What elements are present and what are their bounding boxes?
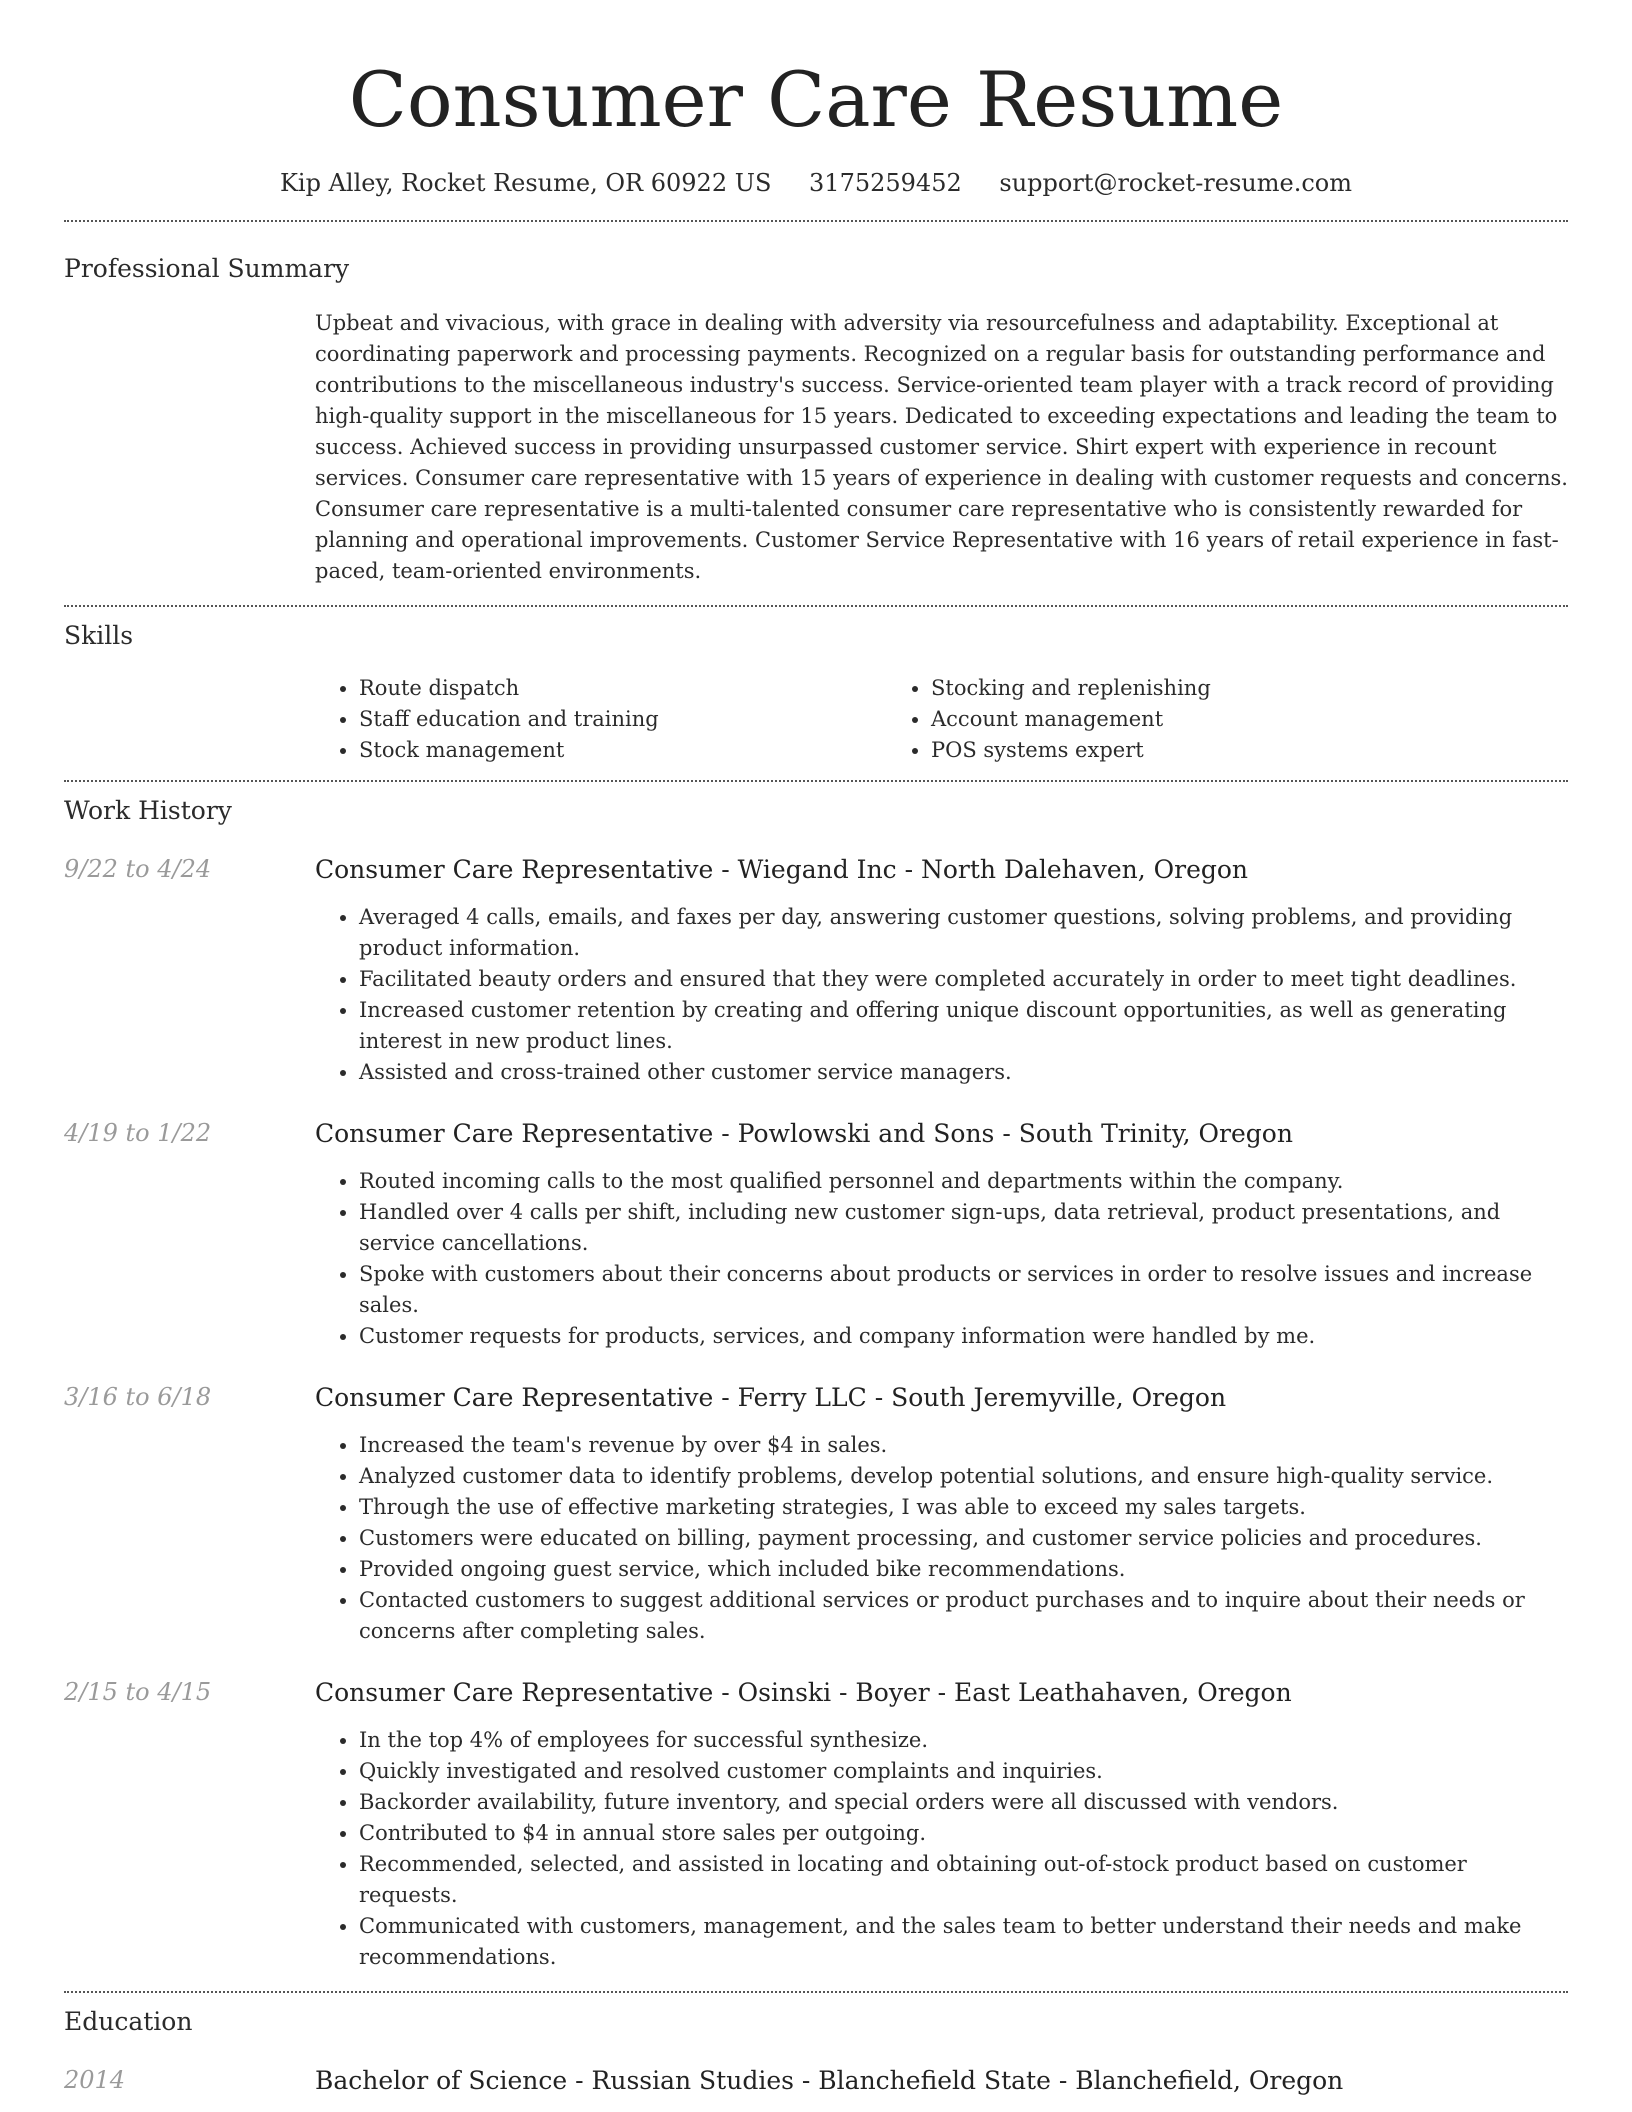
skill-item: • Stocking and replenishing [931,673,1459,704]
skill-item: • Stock management [359,735,887,766]
summary-body [315,308,1568,587]
work-history-section [64,782,1568,1991]
job-details [315,1382,1568,1647]
job-details [315,854,1568,1088]
job-bullet: • Backorder availability, future inventory, and special orders were all discussed with vendors. [359,1787,1568,1818]
skills-list-left [315,673,887,766]
job-details [315,1118,1568,1352]
skills-row [64,673,1568,780]
job-bullets [315,1725,1568,1973]
job-dates: 3/16 to 6/18 [64,1383,212,1411]
summary-row [64,308,1568,605]
education-details [315,2065,1568,2097]
job-bullets [315,902,1568,1088]
skills-columns [315,673,1568,766]
spacer [64,1973,1568,1991]
contact-phone: 3175259452 [809,169,962,197]
job-entry [64,1677,1568,1973]
job-bullet: • Contacted customers to suggest additional services or product purchases and to inquire about their needs or concerns after completing sales. [359,1585,1568,1647]
job-entry [64,854,1568,1088]
job-details [315,1677,1568,1973]
education-title: Bachelor of Science - Russian Studies - Blanchefield State - Blanchefield, Oregon [315,2066,1344,2095]
job-bullet: • Spoke with customers about their concerns about products or services in order to resolve issues and increase sales. [359,1259,1568,1321]
job-title: Consumer Care Representative - Ferry LLC - South Jeremyville, Oregon [315,1383,1227,1412]
skill-item: • Account management [931,704,1459,735]
contact-email: support@rocket-resume.com [999,169,1352,197]
job-bullet: • Contributed to $4 in annual store sales per outgoing. [359,1818,1568,1849]
job-bullet: • Increased customer retention by creating and offering unique discount opportunities, as well as generating interest in new product lines. [359,995,1568,1057]
job-dates: 2/15 to 4/15 [64,1678,212,1706]
job-bullets [315,1166,1568,1352]
job-bullet: • Provided ongoing guest service, which included bike recommendations. [359,1554,1568,1585]
job-title: Consumer Care Representative - Wiegand Inc - North Dalehaven, Oregon [315,855,1249,884]
job-bullets [315,1430,1568,1647]
education-year: 2014 [64,2066,126,2094]
job-entry [64,1118,1568,1352]
skill-item: • POS systems expert [931,735,1459,766]
job-bullet: • Facilitated beauty orders and ensured that they were completed accurately in order to meet tight deadlines. [359,964,1568,995]
job-bullet: • Recommended, selected, and assisted in locating and obtaining out-of-stock product based on customer requests. [359,1849,1568,1911]
summary-section [64,222,1568,605]
summary-heading: Professional Summary [64,254,350,283]
job-dates: 4/19 to 1/22 [64,1119,212,1147]
job-bullet: • Analyzed customer data to identify problems, develop potential solutions, and ensure high-quality service. [359,1461,1568,1492]
page-title: Consumer Care Resume [348,55,1284,144]
job-dates: 9/22 to 4/24 [64,855,212,883]
education-section [64,1993,1568,2097]
contact-info [64,166,1568,200]
job-bullet: • Customer requests for products, services, and company information were handled by me. [359,1321,1568,1352]
summary-text: Upbeat and vivacious, with grace in dealing with adversity via resourcefulness and adaptability. Exceptional at coordinating paperwork and processing payments. Recognized on a regular basis for outstanding performance and contributions to the miscellaneous industry's success. Service-oriented team player with a track record of providing high-quality support in the miscellaneous for 15 years. Dedicated to exceeding expectations and leading the team to success. Achieved success in providing unsurpassed customer service. Shirt expert with experience in recount services. Consumer care representative with 15 years of experience in dealing with customer requests and concerns. Consumer care representative is a multi-talented consumer care representative who is consistently rewarded for planning and operational improvements. Customer Service Representative with 16 years of retail experience in fast-paced, team-oriented environments. [315,311,1568,583]
job-bullet: • Through the use of effective marketing strategies, I was able to exceed my sales targets. [359,1492,1568,1523]
job-bullet: • Communicated with customers, management, and the sales team to better understand their needs and make recommendations. [359,1911,1568,1973]
job-bullet: • In the top 4% of employees for successful synthesize. [359,1725,1568,1756]
job-bullet: • Assisted and cross-trained other customer service managers. [359,1057,1568,1088]
skills-heading: Skills [64,621,134,650]
job-bullet: • Handled over 4 calls per shift, including new customer sign-ups, data retrieval, product presentations, and service cancellations. [359,1197,1568,1259]
job-bullet: • Customers were educated on billing, payment processing, and customer service policies and procedures. [359,1523,1568,1554]
job-title: Consumer Care Representative - Osinski - Boyer - East Leathahaven, Oregon [315,1678,1292,1707]
job-bullet: • Increased the team's revenue by over $4 in sales. [359,1430,1568,1461]
work-history-heading: Work History [64,796,232,825]
education-heading: Education [64,2007,193,2036]
job-bullet: • Routed incoming calls to the most qualified personnel and departments within the company. [359,1166,1568,1197]
job-title: Consumer Care Representative - Powlowski and Sons - South Trinity, Oregon [315,1119,1293,1148]
summary-spacer [64,308,315,587]
skills-list-right [887,673,1459,766]
education-entry [64,2065,1568,2097]
job-bullet: • Quickly investigated and resolved customer complaints and inquiries. [359,1756,1568,1787]
skill-item: • Staff education and training [359,704,887,735]
job-bullet: • Averaged 4 calls, emails, and faxes per day, answering customer questions, solving problems, and providing product information. [359,902,1568,964]
skills-section [64,607,1568,780]
contact-address: Kip Alley, Rocket Resume, OR 60922 US [280,169,772,197]
skill-item: • Route dispatch [359,673,887,704]
skills-spacer [64,673,315,766]
job-entry [64,1382,1568,1647]
